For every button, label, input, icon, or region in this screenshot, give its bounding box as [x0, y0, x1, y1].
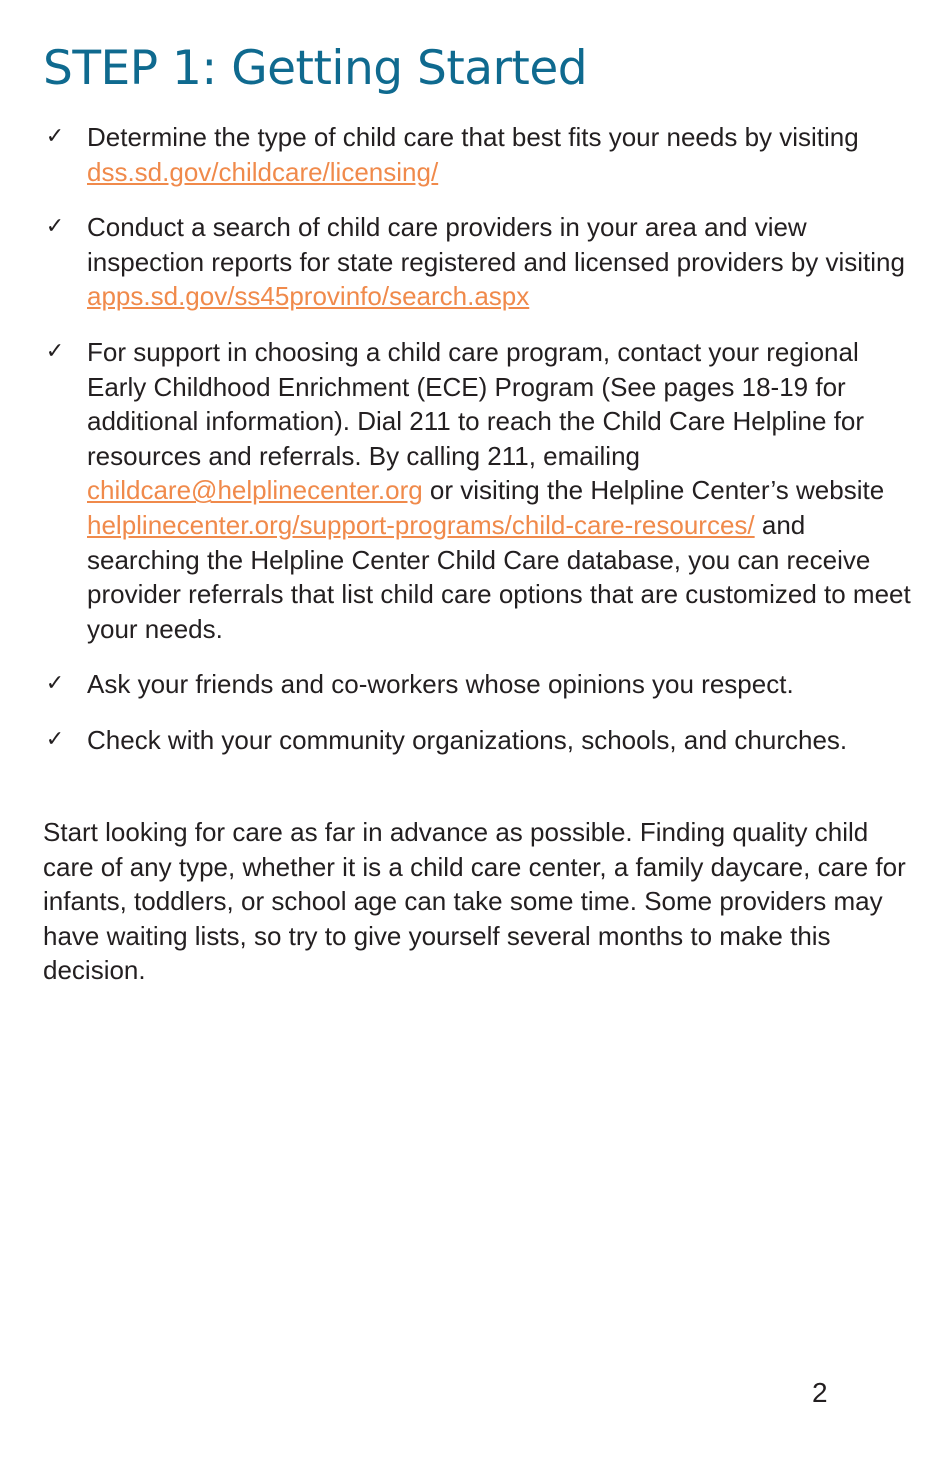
checkmark-icon: ✓	[45, 726, 65, 752]
item-text: Conduct a search of child care providers in your area and view inspection reports for state registered and licensed providers by visiting	[87, 212, 905, 277]
checklist-item-support	[43, 335, 913, 646]
item-text: Determine the type of child care that best fits your needs by visiting	[87, 122, 859, 152]
checklist-item-community	[43, 723, 913, 758]
checkmark-icon: ✓	[45, 124, 65, 149]
item-text: Ask your friends and co-workers whose opinions you respect.	[87, 669, 794, 700]
checkmark-icon: ✓	[45, 214, 65, 240]
helpline-email-link[interactable]: childcare@helplinecenter.org	[87, 475, 423, 506]
advice-paragraph: Start looking for care as far in advance as possible. Finding quality child care of any type, whether it is a child care center, a family daycare, care for infants, toddlers, or school age can take some time. Some providers may have waiting lists, so try to give yourself several months to make this decision.	[43, 817, 906, 986]
checklist-item-provider-search	[43, 210, 913, 314]
checkmark-icon: ✓	[45, 338, 65, 364]
item-text: For support in choosing a child care program, contact your regional Early Childhood Enrichment (ECE) Program (See pages 18-19 for additional information). Dial 211 to reach the Child Care Helpline for resources and referrals. By calling 211, emailing	[87, 336, 865, 471]
item-text: or visiting the Helpline Center’s website	[422, 475, 885, 506]
provider-search-link[interactable]: apps.sd.gov/ss45provinfo/search.aspx	[87, 281, 530, 312]
item-text: and searching the Helpline Center Child Care database, you can receive provider referrals that list child care options that are customized to meet your needs.	[87, 509, 911, 644]
licensing-link[interactable]: dss.sd.gov/childcare/licensing/	[87, 156, 439, 187]
checklist	[43, 120, 913, 779]
checkmark-icon: ✓	[45, 671, 65, 697]
item-text: Check with your community organizations, schools, and churches.	[87, 724, 848, 755]
checklist-item-ask-friends	[43, 667, 913, 702]
helpline-website-link[interactable]: helplinecenter.org/support-programs/child-care-resources/	[87, 509, 755, 540]
page-number: 2	[812, 1377, 828, 1408]
checklist-item-child-care-type	[43, 120, 913, 189]
page-title: STEP 1: Getting Started	[43, 41, 588, 96]
